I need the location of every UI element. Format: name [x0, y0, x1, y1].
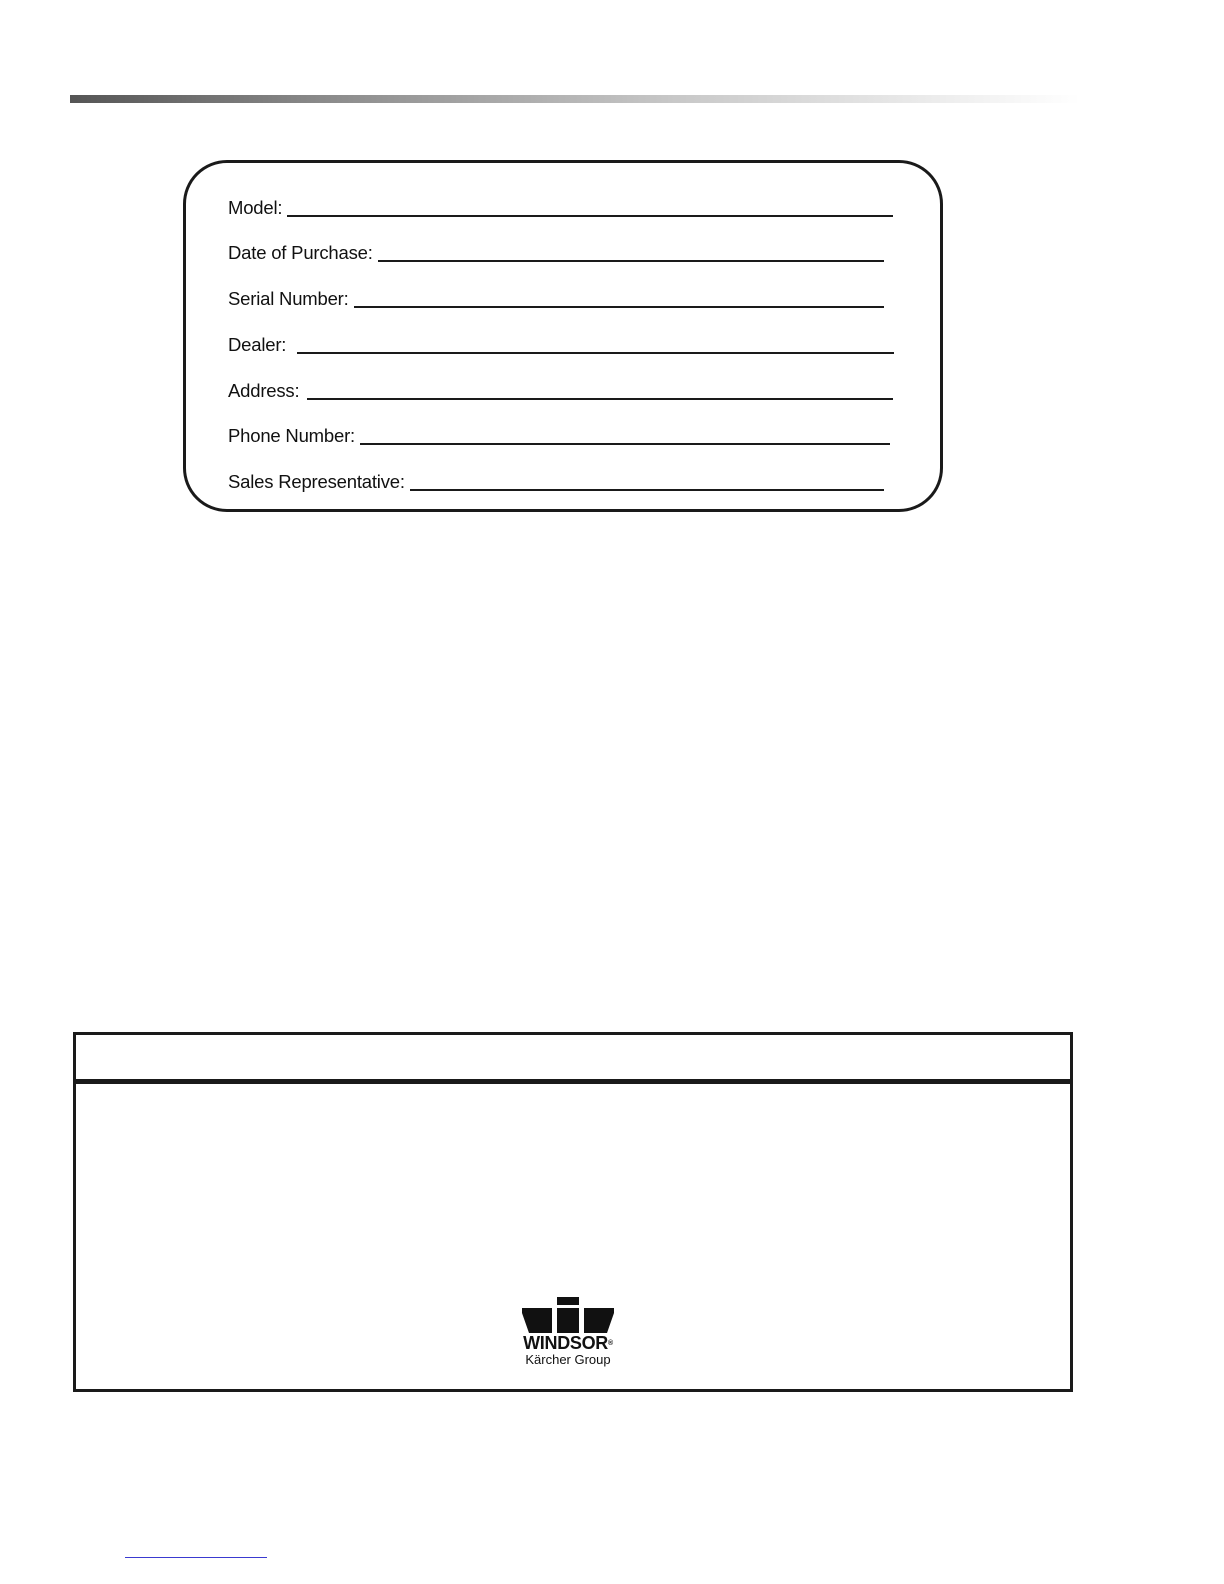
sales-representative-write-line[interactable]	[410, 489, 884, 491]
field-label: Address:	[228, 380, 300, 401]
field-label: Phone Number:	[228, 425, 355, 446]
logo-subtitle: Kärcher Group	[525, 1352, 611, 1367]
box-header-divider	[76, 1079, 1070, 1084]
field-row-sales-representative	[228, 465, 884, 493]
windsor-emblem-icon	[519, 1297, 617, 1333]
service-info-box	[73, 1032, 1073, 1392]
field-label: Date of Purchase:	[228, 242, 373, 263]
date-of-purchase-write-line[interactable]	[378, 260, 884, 262]
field-row-dealer	[228, 328, 894, 356]
field-row-address	[228, 374, 893, 402]
windsor-logo	[516, 1297, 620, 1367]
serial-number-write-line[interactable]	[354, 306, 884, 308]
field-label: Sales Representative:	[228, 471, 405, 492]
field-label: Serial Number:	[228, 288, 349, 309]
product-record-card	[183, 160, 943, 512]
header-gradient-rule	[70, 95, 1080, 103]
field-label: Dealer:	[228, 334, 287, 355]
field-row-phone-number	[228, 419, 890, 447]
logo-brand-text: WINDSOR®	[523, 1333, 613, 1353]
phone-number-write-line[interactable]	[360, 443, 890, 445]
field-label: Model:	[228, 197, 283, 218]
model-write-line[interactable]	[287, 215, 893, 217]
footer-link-underline[interactable]	[125, 1557, 267, 1558]
field-row-serial-number	[228, 282, 884, 310]
field-row-date-of-purchase	[228, 236, 884, 264]
dealer-write-line[interactable]	[297, 352, 894, 354]
field-row-model	[228, 191, 893, 219]
address-write-line[interactable]	[307, 398, 893, 400]
